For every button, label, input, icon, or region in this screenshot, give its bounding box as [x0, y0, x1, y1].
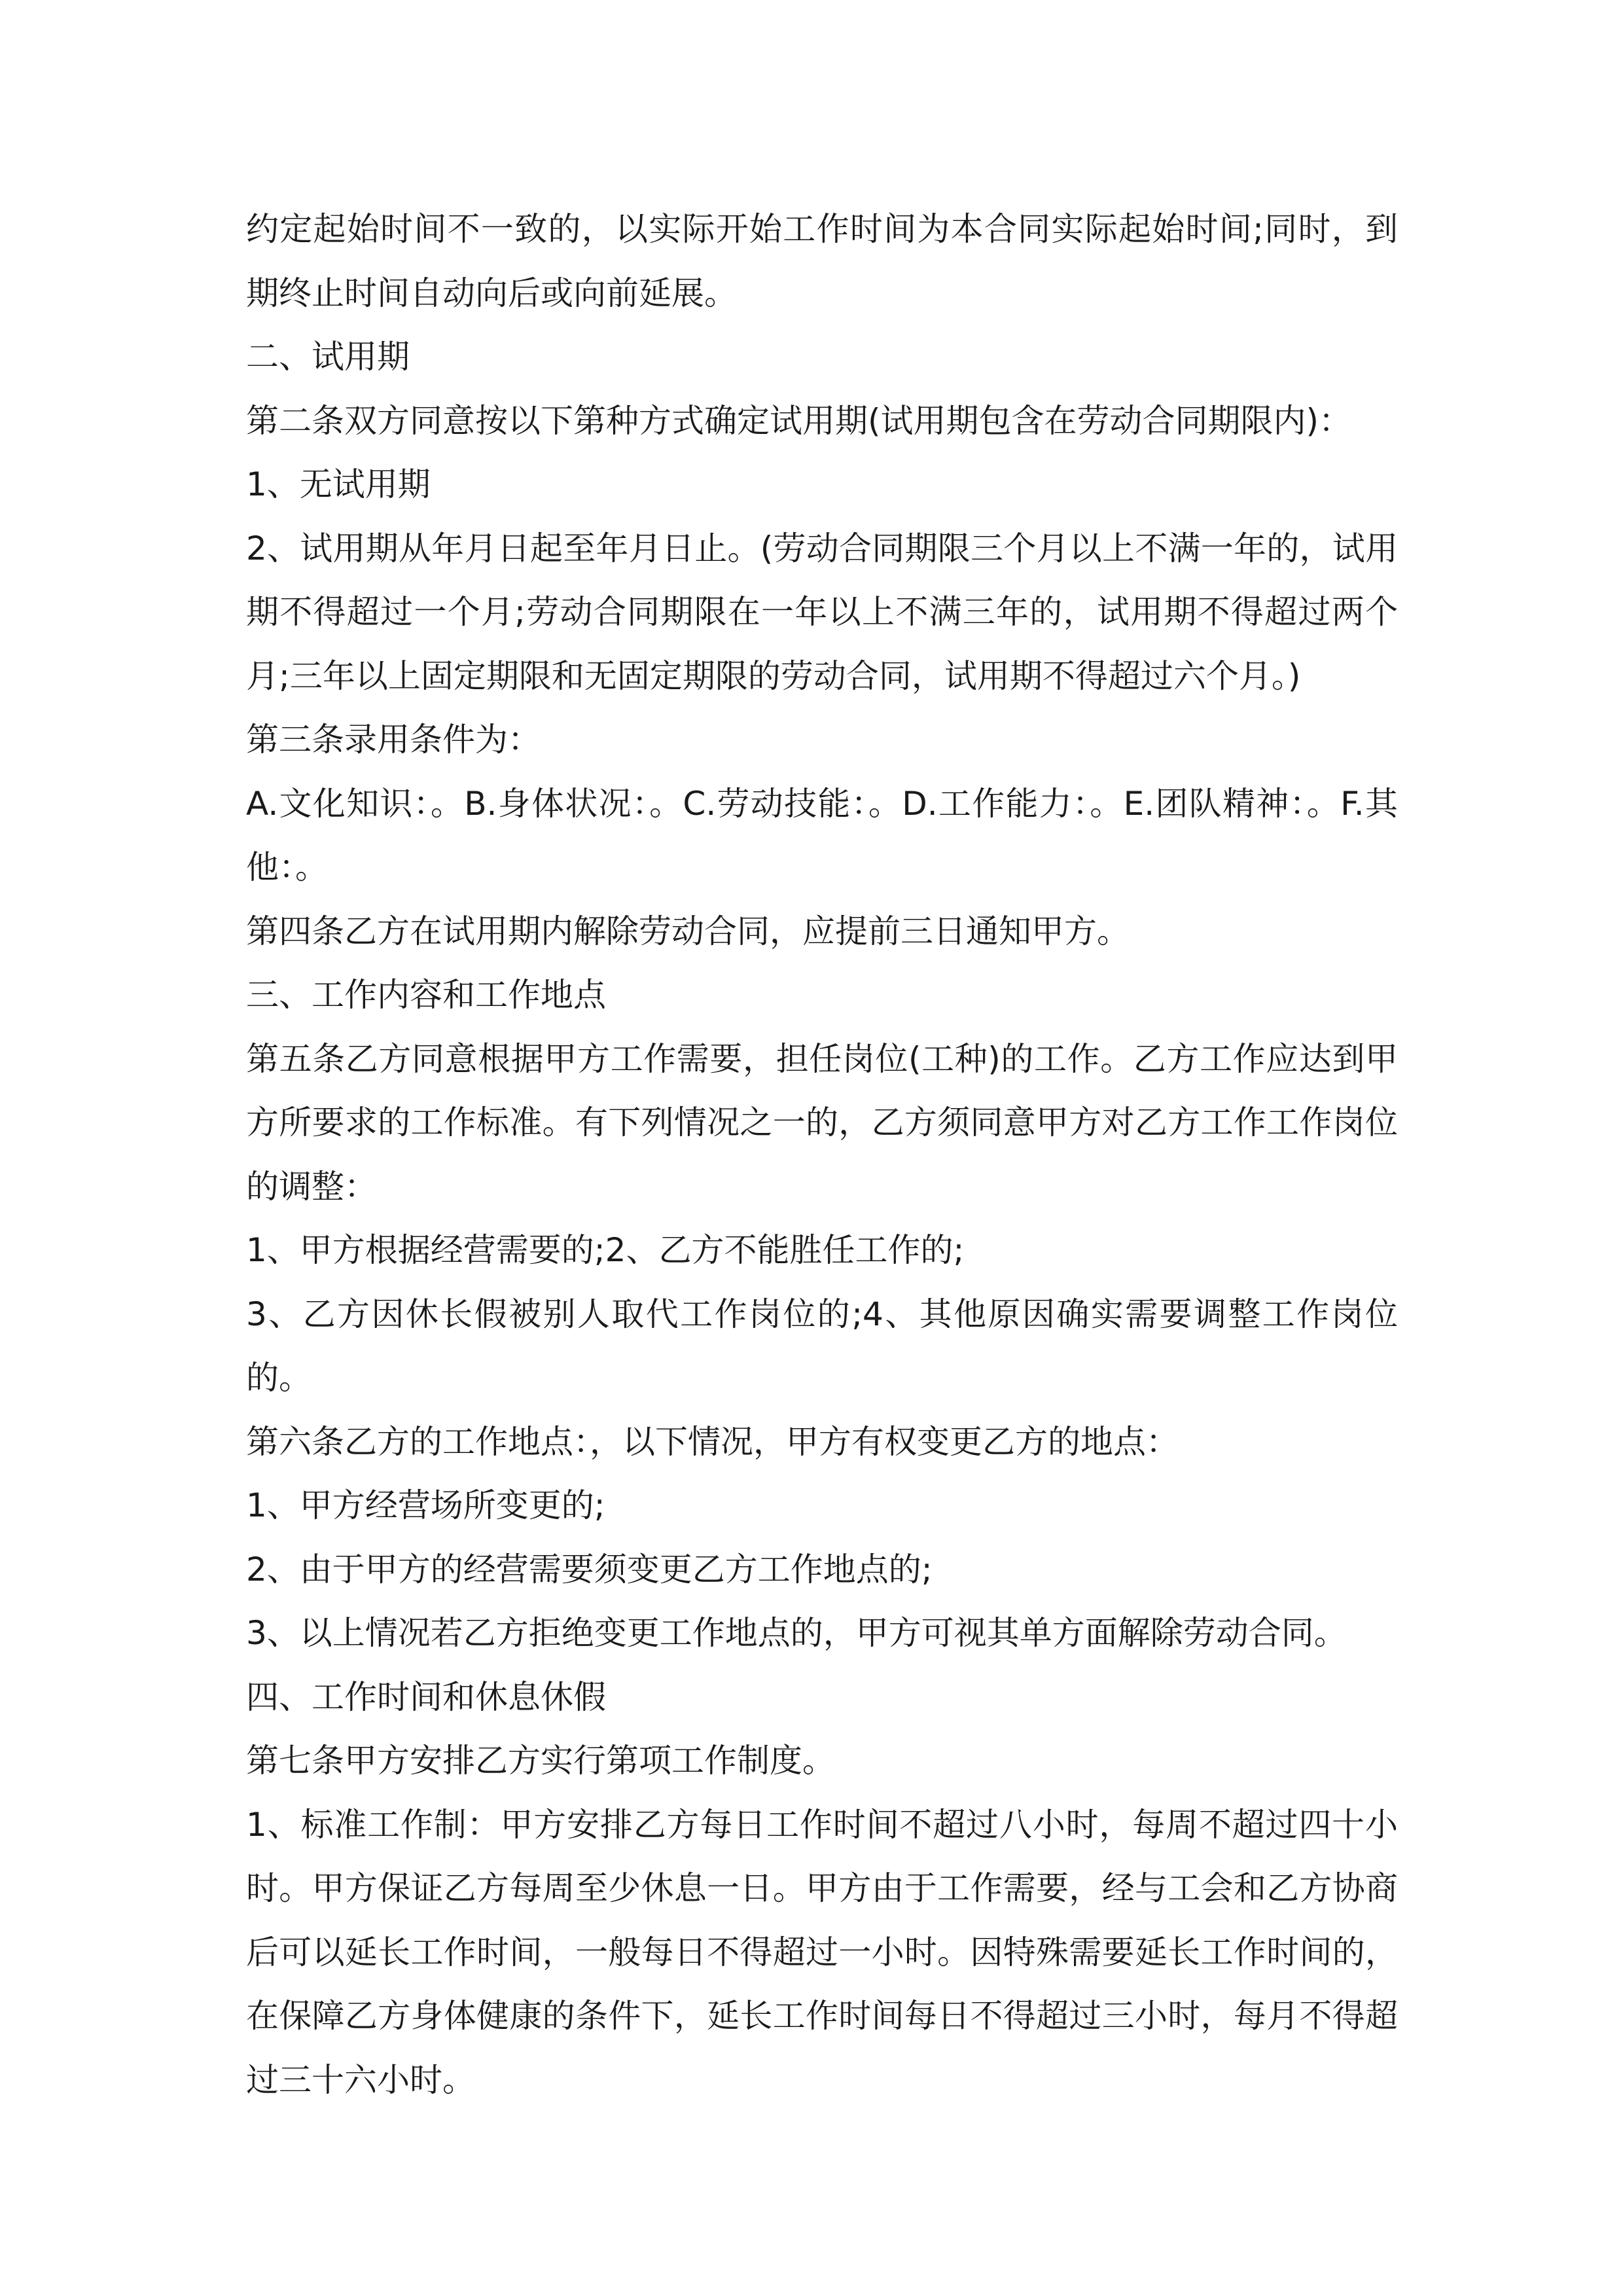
paragraph-article-6: 第六条乙方的工作地点：，以下情况，甲方有权变更乙方的地点：	[246, 1422, 1179, 1461]
document-body	[246, 198, 1398, 2112]
section-heading-probation: 二、试用期	[246, 338, 410, 376]
paragraph-article-7: 第七条甲方安排乙方实行第项工作制度。	[246, 1742, 835, 1780]
list-item-location-change-2: 2、由于甲方的经营需要须变更乙方工作地点的;	[246, 1550, 933, 1588]
section-heading-working-hours: 四、工作时间和休息休假	[246, 1677, 606, 1716]
paragraph-article-4: 第四条乙方在试用期内解除劳动合同，应提前三日通知甲方。	[246, 912, 1130, 950]
list-item-adjustment-1-2: 1、甲方根据经营需要的;2、乙方不能胜任工作的;	[246, 1231, 965, 1269]
list-item-no-probation: 1、无试用期	[246, 465, 431, 503]
list-item-adjustment-3-4: 3、乙方因休长假被别人取代工作岗位的;4、其他原因确实需要调整工作岗位的。	[246, 1295, 1398, 1397]
paragraph-article-3: 第三条录用条件为：	[246, 721, 541, 759]
list-item-location-change-1: 1、甲方经营场所变更的;	[246, 1486, 605, 1524]
paragraph-hiring-conditions: A.文化知识：。B.身体状况：。C.劳动技能：。D.工作能力：。E.团队精神：。F.其他：。	[246, 784, 1398, 886]
list-item-standard-hours: 1、标准工作制：甲方安排乙方每日工作时间不超过八小时，每周不超过四十小时。甲方保证乙方每周至少休息一日。甲方由于工作需要，经与工会和乙方协商后可以延长工作时间，一般每日不得超过一小时。因特殊需要延长工作时间的，在保障乙方身体健康的条件下，延长工作时间每日不得超过三小时，每月不得超过三十六小时。	[246, 1805, 1398, 2099]
paragraph-article-2: 第二条双方同意按以下第种方式确定试用期(试用期包含在劳动合同期限内)：	[246, 401, 1352, 440]
paragraph-article-5: 第五条乙方同意根据甲方工作需要，担任岗位(工种)的工作。乙方工作应达到甲方所要求的工作标准。有下列情况之一的，乙方须同意甲方对乙方工作工作岗位的调整：	[246, 1039, 1398, 1206]
list-item-probation-period: 2、试用期从年月日起至年月日止。(劳动合同期限三个月以上不满一年的，试用期不得超过一个月;劳动合同期限在一年以上不满三年的，试用期不得超过两个月;三年以上固定期限和无固定期限的劳动合同，试用期不得超过六个月。)	[246, 529, 1398, 695]
paragraph-contract-start-clause: 约定起始时间不一致的，以实际开始工作时间为本合同实际起始时间;同时，到期终止时间自动向后或向前延展。	[246, 210, 1398, 312]
list-item-location-change-3: 3、以上情况若乙方拒绝变更工作地点的，甲方可视其单方面解除劳动合同。	[246, 1614, 1347, 1652]
section-heading-work-content: 三、工作内容和工作地点	[246, 976, 606, 1014]
